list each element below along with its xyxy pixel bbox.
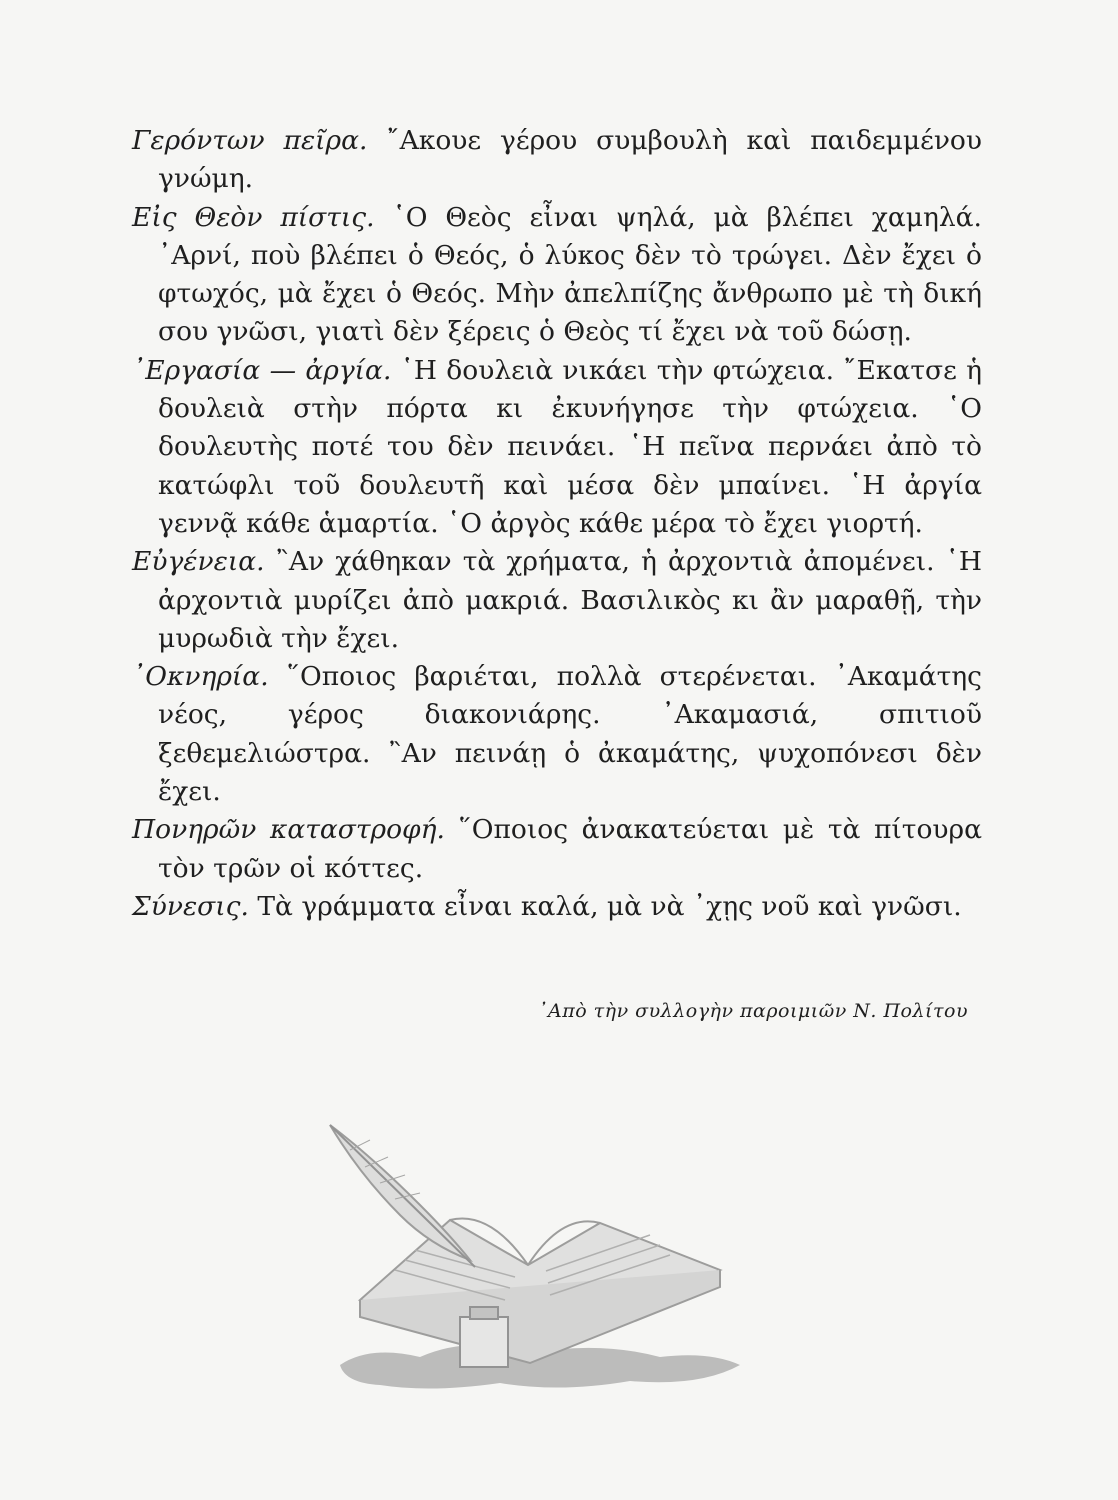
proverb-entry — [132, 888, 982, 926]
proverb-heading: Πονηρῶν καταστροφή. — [132, 814, 445, 846]
proverb-body: ῍Αν χάθηκαν τὰ χρήματα, ἡ ἀρχοντιὰ ἀπομένει. ῾Η ἀρχοντιὰ μυρίζει ἀπὸ μακριά. Βασιλικὸς κι ἂν μαραθῇ, τὴν μυρωδιὰ τὴν ἔχει. — [158, 546, 982, 654]
proverb-body: ῞Οποιος βαριέται, πολλὰ στερένεται. ᾿Ακαμάτης νέος, γέρος διακονιάρης. ᾿Ακαμασιά, σπιτιοῦ ξεθεμελιώστρα. ῍Αν πεινάῃ ὁ ἀκαμάτης, ψυχοπόνεσι δὲν ἔχει. — [158, 661, 982, 808]
proverb-entry — [132, 658, 982, 811]
proverb-body: ῞Οποιος ἀνακατεύεται μὲ τὰ πίτουρα τὸν τρῶν οἱ κόττες. — [158, 814, 982, 884]
proverb-entry — [132, 543, 982, 658]
proverb-entry — [132, 199, 982, 352]
proverb-heading: ᾿Οκνηρία. — [132, 661, 269, 693]
proverb-body: ῾Ο Θεὸς εἶναι ψηλά, μὰ βλέπει χαμηλά. ᾿Αρνί, ποὺ βλέπει ὁ Θεός, ὁ λύκος δὲν τὸ τρώγει. Δὲν ἔχει ὁ φτωχός, μὰ ἔχει ὁ Θεός. Μὴν ἀπελπίζης ἄνθρωπο μὲ τὴ δική σου γνῶσι, γιατὶ δὲν ξέρεις ὁ Θεὸς τί ἔχει νὰ τοῦ δώσῃ. — [158, 201, 982, 348]
proverb-heading: Εἰς Θεὸν πίστις. — [132, 201, 375, 233]
proverb-body: ῎Ακουε γέρου συμβουλὴ καὶ παιδεμμένου γνώμη. — [158, 125, 982, 195]
proverb-heading: Σύνεσις. — [132, 890, 249, 922]
proverb-body: ῾Η δουλειὰ νικάει τὴν φτώχεια. ῎Εκατσε ἡ δουλειὰ στὴν πόρτα κι ἐκυνήγησε τὴν φτώχεια. ῾Ο δουλευτὴς ποτέ του δὲν πεινάει. ῾Η πεῖνα περνάει ἀπὸ τὸ κατώφλι τοῦ δουλευτῆ καὶ μέσα δὲν μπαίνει. ῾Η ἀργία γεννᾷ κάθε ἁμαρτία. ῾Ο ἀργὸς κάθε μέρα τὸ ἔχει γιορτή. — [158, 354, 982, 539]
source-attribution: ᾿Απὸ τὴν συλλογὴν παροιμιῶν Ν. Πολίτου — [537, 1000, 968, 1022]
book-quill-inkwell-icon — [300, 1095, 770, 1400]
proverb-body: Τὰ γράμματα εἶναι καλά, μὰ νὰ ᾿χῃς νοῦ καὶ γνῶσι. — [257, 890, 962, 922]
proverb-entry — [132, 811, 982, 888]
proverb-entry — [132, 352, 982, 543]
proverb-heading: ᾿Εργασία — ἀργία. — [132, 354, 392, 386]
proverb-heading: Γερόντων πεῖρα. — [132, 125, 368, 156]
proverb-entry — [132, 122, 982, 199]
proverb-heading: Εὐγένεια. — [132, 546, 265, 578]
proverbs-text — [132, 122, 982, 926]
